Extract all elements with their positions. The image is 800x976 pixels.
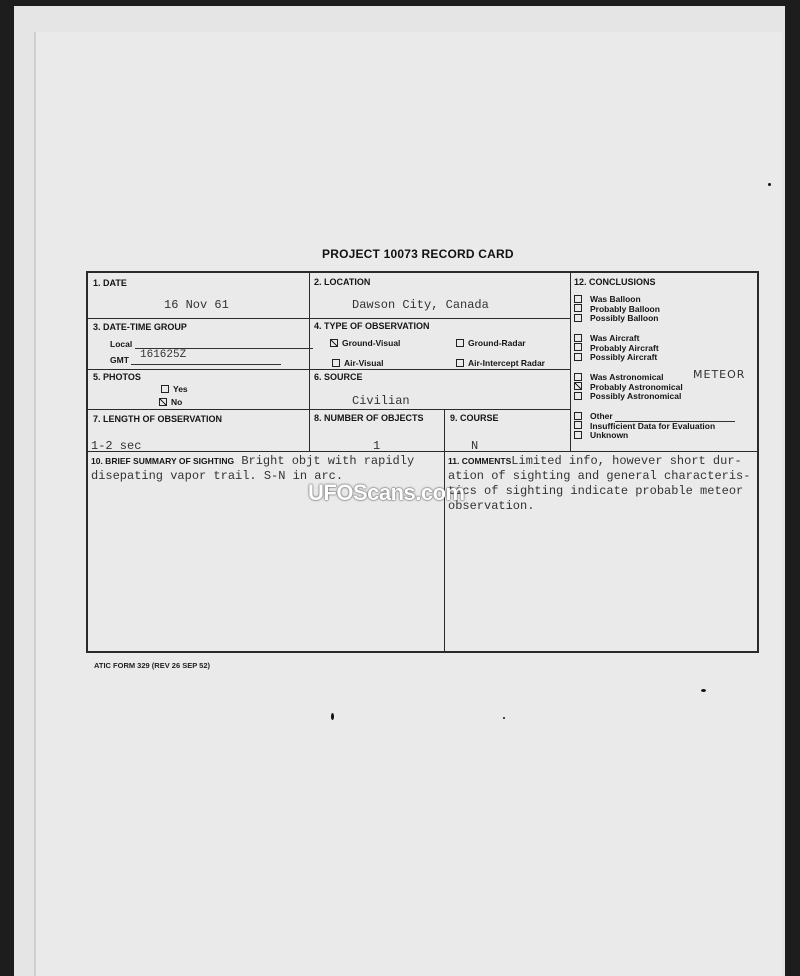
ground-visual-option: Ground-Visual [330, 338, 400, 348]
location-value: Dawson City, Canada [352, 298, 489, 312]
checkbox-icon [574, 334, 582, 342]
form-id: ATIC FORM 329 (REV 26 SEP 52) [94, 661, 211, 670]
gmt-value: 161625Z [140, 349, 187, 361]
objects-label: 8. NUMBER OF OBJECTS [314, 413, 424, 423]
checkbox-icon [574, 353, 582, 361]
summary-line-2: disepating vapor trail. S-N in arc. [91, 469, 344, 483]
air-visual-option: Air-Visual [332, 358, 384, 368]
source-label: 6. SOURCE [314, 372, 363, 382]
speck [701, 689, 706, 692]
length-label: 7. LENGTH OF OBSERVATION [93, 414, 223, 424]
checkbox-icon [574, 431, 582, 439]
divider [309, 409, 310, 451]
record-card [86, 271, 759, 653]
air-intercept-option: Air-Intercept Radar [456, 358, 545, 368]
comments-line-3: tics of sighting indicate probable meteor [448, 484, 744, 498]
divider [570, 273, 571, 451]
watermark: UFOScans.com [308, 480, 465, 505]
location-label: 2. LOCATION [314, 277, 371, 287]
gmt-label: GMT [110, 355, 281, 365]
divider [88, 409, 570, 410]
checkbox-icon [161, 385, 169, 393]
dtg-label: 3. DATE-TIME GROUP [93, 322, 187, 332]
local-label: Local [110, 339, 313, 349]
photos-label: 5. PHOTOS [93, 372, 141, 382]
photos-no-option: No [159, 397, 182, 407]
card-title: PROJECT 10073 RECORD CARD [322, 247, 514, 261]
date-label: 1. DATE [93, 278, 127, 288]
photos-yes-option: Yes [161, 384, 188, 394]
divider [88, 369, 570, 370]
comments-line-2: ation of sighting and general characteris- [448, 469, 751, 483]
date-value: 16 Nov 61 [164, 298, 229, 312]
speck [331, 713, 334, 720]
conclusions-group-other: Other Insufficient Data for Evaluation Unknown [574, 412, 735, 441]
conclusions-label: 12. CONCLUSIONS [574, 277, 656, 287]
checked-box-icon [330, 339, 338, 347]
comments-line-1: Limited info, however short dur- [511, 454, 742, 468]
checkbox-icon [456, 359, 464, 367]
divider [444, 409, 445, 653]
checkbox-icon [574, 343, 582, 351]
checkbox-icon [456, 339, 464, 347]
objects-value: 1 [373, 439, 381, 453]
checkbox-icon [574, 392, 582, 400]
comments-label: 11. COMMENTS [448, 456, 512, 466]
summary-line-1: Bright objt with rapidly [241, 454, 415, 468]
source-value: Civilian [352, 394, 410, 408]
checked-box-icon [574, 382, 582, 390]
comments-line-4: observation. [448, 499, 535, 513]
conclusions-group-balloon: Was Balloon Probably Balloon Possibly Balloon [574, 295, 660, 324]
course-label: 9. COURSE [450, 413, 499, 423]
course-value: N [471, 439, 479, 453]
checkbox-icon [574, 412, 582, 420]
summary-label: 10. BRIEF SUMMARY OF SIGHTING [91, 456, 235, 466]
length-value: 1-2 sec [91, 439, 142, 453]
checkbox-icon [332, 359, 340, 367]
conclusions-group-aircraft: Was Aircraft Probably Aircraft Possibly Aircraft [574, 334, 659, 363]
conclusions-group-astronomical: Was Astronomical Probably Astronomical Possibly Astronomical [574, 373, 683, 402]
checkbox-icon [574, 314, 582, 322]
handwritten-meteor: METEOR [693, 368, 746, 381]
checkbox-icon [574, 421, 582, 429]
divider [88, 451, 759, 452]
observation-type-label: 4. TYPE OF OBSERVATION [314, 321, 430, 331]
checkbox-icon [574, 295, 582, 303]
comments-block [448, 454, 760, 514]
checkbox-icon [574, 373, 582, 381]
speck [768, 183, 771, 186]
speck [503, 717, 505, 719]
checked-box-icon [159, 398, 167, 406]
checkbox-icon [574, 304, 582, 312]
ground-radar-option: Ground-Radar [456, 338, 526, 348]
divider [88, 318, 570, 319]
